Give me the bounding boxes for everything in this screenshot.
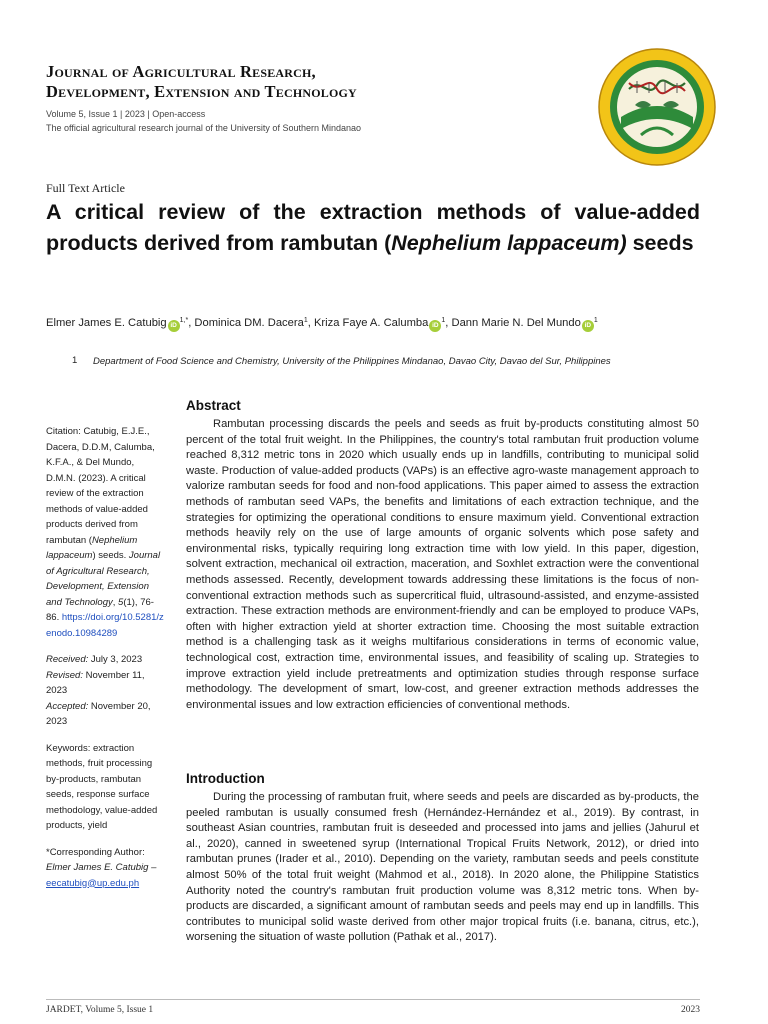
journal-title-line1: Journal of Agricultural Research, — [46, 62, 316, 81]
orcid-icon[interactable]: iD — [429, 320, 441, 332]
journal-meta — [46, 107, 361, 135]
author-affiliation-mark: 1 — [593, 317, 598, 324]
article-title — [46, 197, 700, 259]
citation-journal: Journal of Agricultural Research, Development, Extension and Technology — [46, 550, 161, 608]
author-name: Elmer James E. Catubig — [46, 317, 167, 329]
revised-date — [46, 668, 164, 699]
introduction-heading: Introduction — [186, 771, 265, 786]
revised-value: November 11, 2023 — [46, 669, 145, 696]
abstract-heading: Abstract — [186, 398, 241, 413]
abstract-text: Rambutan processing discards the peels and seeds as fruit by-products constituting almost 50 percent of the total fruit weight. In the Philippines, the country's total rambutan fruit production volume reached 8,312 metric tons in 2020 which usually ends up in landfills, contributing to municipal solid waste. Production of value-added products (VAPs) is an effective agro-waste management approach to valorize rambutan seeds for food and non-food applications. This paper aimed to assess the extraction methods of rambutan seed VAPs, the benefits and limitations of each extraction technique, and the strategies for optimizing the operational conditions to ensure maximum yield. Conventional extraction methods heavily rely on the use of large amounts of organic solvents which pose safety and environmental risks, typically requiring long extraction time with low yield. In this paper, digestion, solvent extraction, mechanical oil extraction, maceration, and Soxhlet extraction were the conventional methods assessed. Recently, development towards addressing these limitations is the focus of non-conventional extraction methods such as supercritical fluid, ultrasound-assisted, and enzyme-assisted extraction. These extraction methods are environment-friendly and can be employed to produce VAPs, often with higher extraction yield at shorter extraction time. Choosing the most suitable extraction method is a challenging task as it weighs multifarious considerations in terms of economic value, technological cost, extraction time, environmental issues, and feasibility of scaling up. Strategies to improve extraction yield include pretreatments and optimization studies through response surface methodology. The development of smart, low-cost, and greener extraction methods addresses the environmental issues and low extraction efficiencies of conventional methods. — [186, 418, 699, 711]
dates-block — [46, 652, 164, 730]
author-name: Kriza Faye A. Calumba — [313, 317, 429, 329]
volume-line: Volume 5, Issue 1 | 2023 | Open-access — [46, 109, 206, 119]
footer-divider — [46, 999, 700, 1000]
corresponding-author-block — [46, 845, 164, 892]
author-affiliation-mark: 1 — [441, 317, 446, 324]
orcid-icon[interactable]: iD — [582, 320, 594, 332]
author-name: Dominica DM. Dacera — [194, 317, 304, 329]
accepted-value: November 20, 2023 — [46, 700, 151, 727]
author-list: Elmer James E. Catubig $iD^{1,*}$, Dominica DM. Dacera$^1$, Kriza Faye A. Calumba $iD^1$, Dann Marie N. Del Mundo $iD^1$ — [46, 313, 726, 332]
citation-species: Nephelium lappaceum — [46, 534, 138, 561]
accepted-date — [46, 699, 164, 730]
introduction-text: During the processing of rambutan fruit, where seeds and peels are discarded as by-products, the peeled rambutan is usually consumed fresh (Hernández-Hernández et al., 2019). By contrast, in southeast Asian countries, rambutan fruit is deseeded and processed into jams and jellies (Jahurul et al., 2020), canned in sweetened syrup (International Tropical Fruits Network, 2012), or dried into rambutan prunes (Irader et al., 2010). Depending on the variety, rambutan seeds and peels constitute almost 50% of the total fruit weight (Mahmod et al., 2018). In 2020 alone, the Philippine Statistics Authority noted the country's rambutan fruit production volume was 8,312 metric tons. When by-products are discarded, a significant amount of rambutan seeds and peels may end up in landfills. This contributes to municipal solid waste derived from other major tropical fruits (i.e. banana, citrus, etc.), worsening the situation of waste pollution (Pathak et al., 2017). — [186, 791, 699, 944]
article-title-end: seeds — [626, 231, 694, 255]
author-affiliation-mark: 1,* — [179, 317, 189, 324]
abstract-section — [186, 398, 699, 713]
article-type: Full Text Article — [46, 181, 125, 195]
article-title-text: A critical review of the extraction methods of value-added products derived from rambutan ( — [46, 200, 700, 255]
received-date — [46, 652, 164, 668]
accepted-label: Accepted: — [46, 700, 89, 712]
article-title-species: Nephelium lappaceum) — [391, 231, 627, 255]
journal-title — [46, 62, 357, 102]
university-seal-logo — [597, 47, 717, 167]
orcid-icon[interactable]: iD — [168, 320, 180, 332]
affiliation-text: Department of Food Science and Chemistry, University of the Philippines Mindanao, Davao City, Davao del Sur, Philippines — [93, 356, 611, 367]
introduction-section — [186, 771, 699, 946]
footer-journal: JARDET, Volume 5, Issue 1 — [46, 1005, 154, 1015]
corresponding-name: Elmer James E. Catubig – — [46, 862, 157, 873]
citation-text: Citation: Catubig, E.J.E., Dacera, D.D.M, Calumba, K.F.A., & Del Mundo, D.M.N. (2023). A critical review of the extraction methods of value-added products derived from rambutan ( — [46, 426, 155, 546]
doi-link[interactable]: https://doi.org/10.5281/zenodo.10984289 — [46, 612, 164, 639]
journal-title-line2: Development, Extension and Technology — [46, 82, 357, 101]
revised-label: Revised: — [46, 669, 83, 681]
corresponding-email-link[interactable]: eecatubig@up.edu.ph — [46, 877, 140, 889]
citation-volume: 5 — [118, 596, 124, 608]
citation-pages: (1), 76-86. — [46, 596, 154, 623]
citation-separator: , — [112, 596, 119, 608]
author-affiliation-mark: 1 — [303, 317, 308, 324]
journal-tagline: The official agricultural research journal of the University of Southern Mindanao — [46, 123, 361, 133]
keywords-block: Keywords: extraction methods, fruit processing by-products, rambutan seeds, response surface methodology, value-added products, yield — [46, 742, 158, 831]
citation-block — [46, 424, 164, 641]
article-sidebar — [46, 424, 164, 902]
received-value: July 3, 2023 — [88, 654, 143, 665]
affiliation-number: 1 — [72, 355, 78, 366]
footer-year: 2023 — [681, 1005, 700, 1015]
received-label: Received: — [46, 654, 89, 665]
author-name: Dann Marie N. Del Mundo — [451, 317, 581, 329]
corresponding-label: *Corresponding Author: — [46, 846, 145, 858]
citation-mid: ) seeds. — [92, 550, 129, 561]
